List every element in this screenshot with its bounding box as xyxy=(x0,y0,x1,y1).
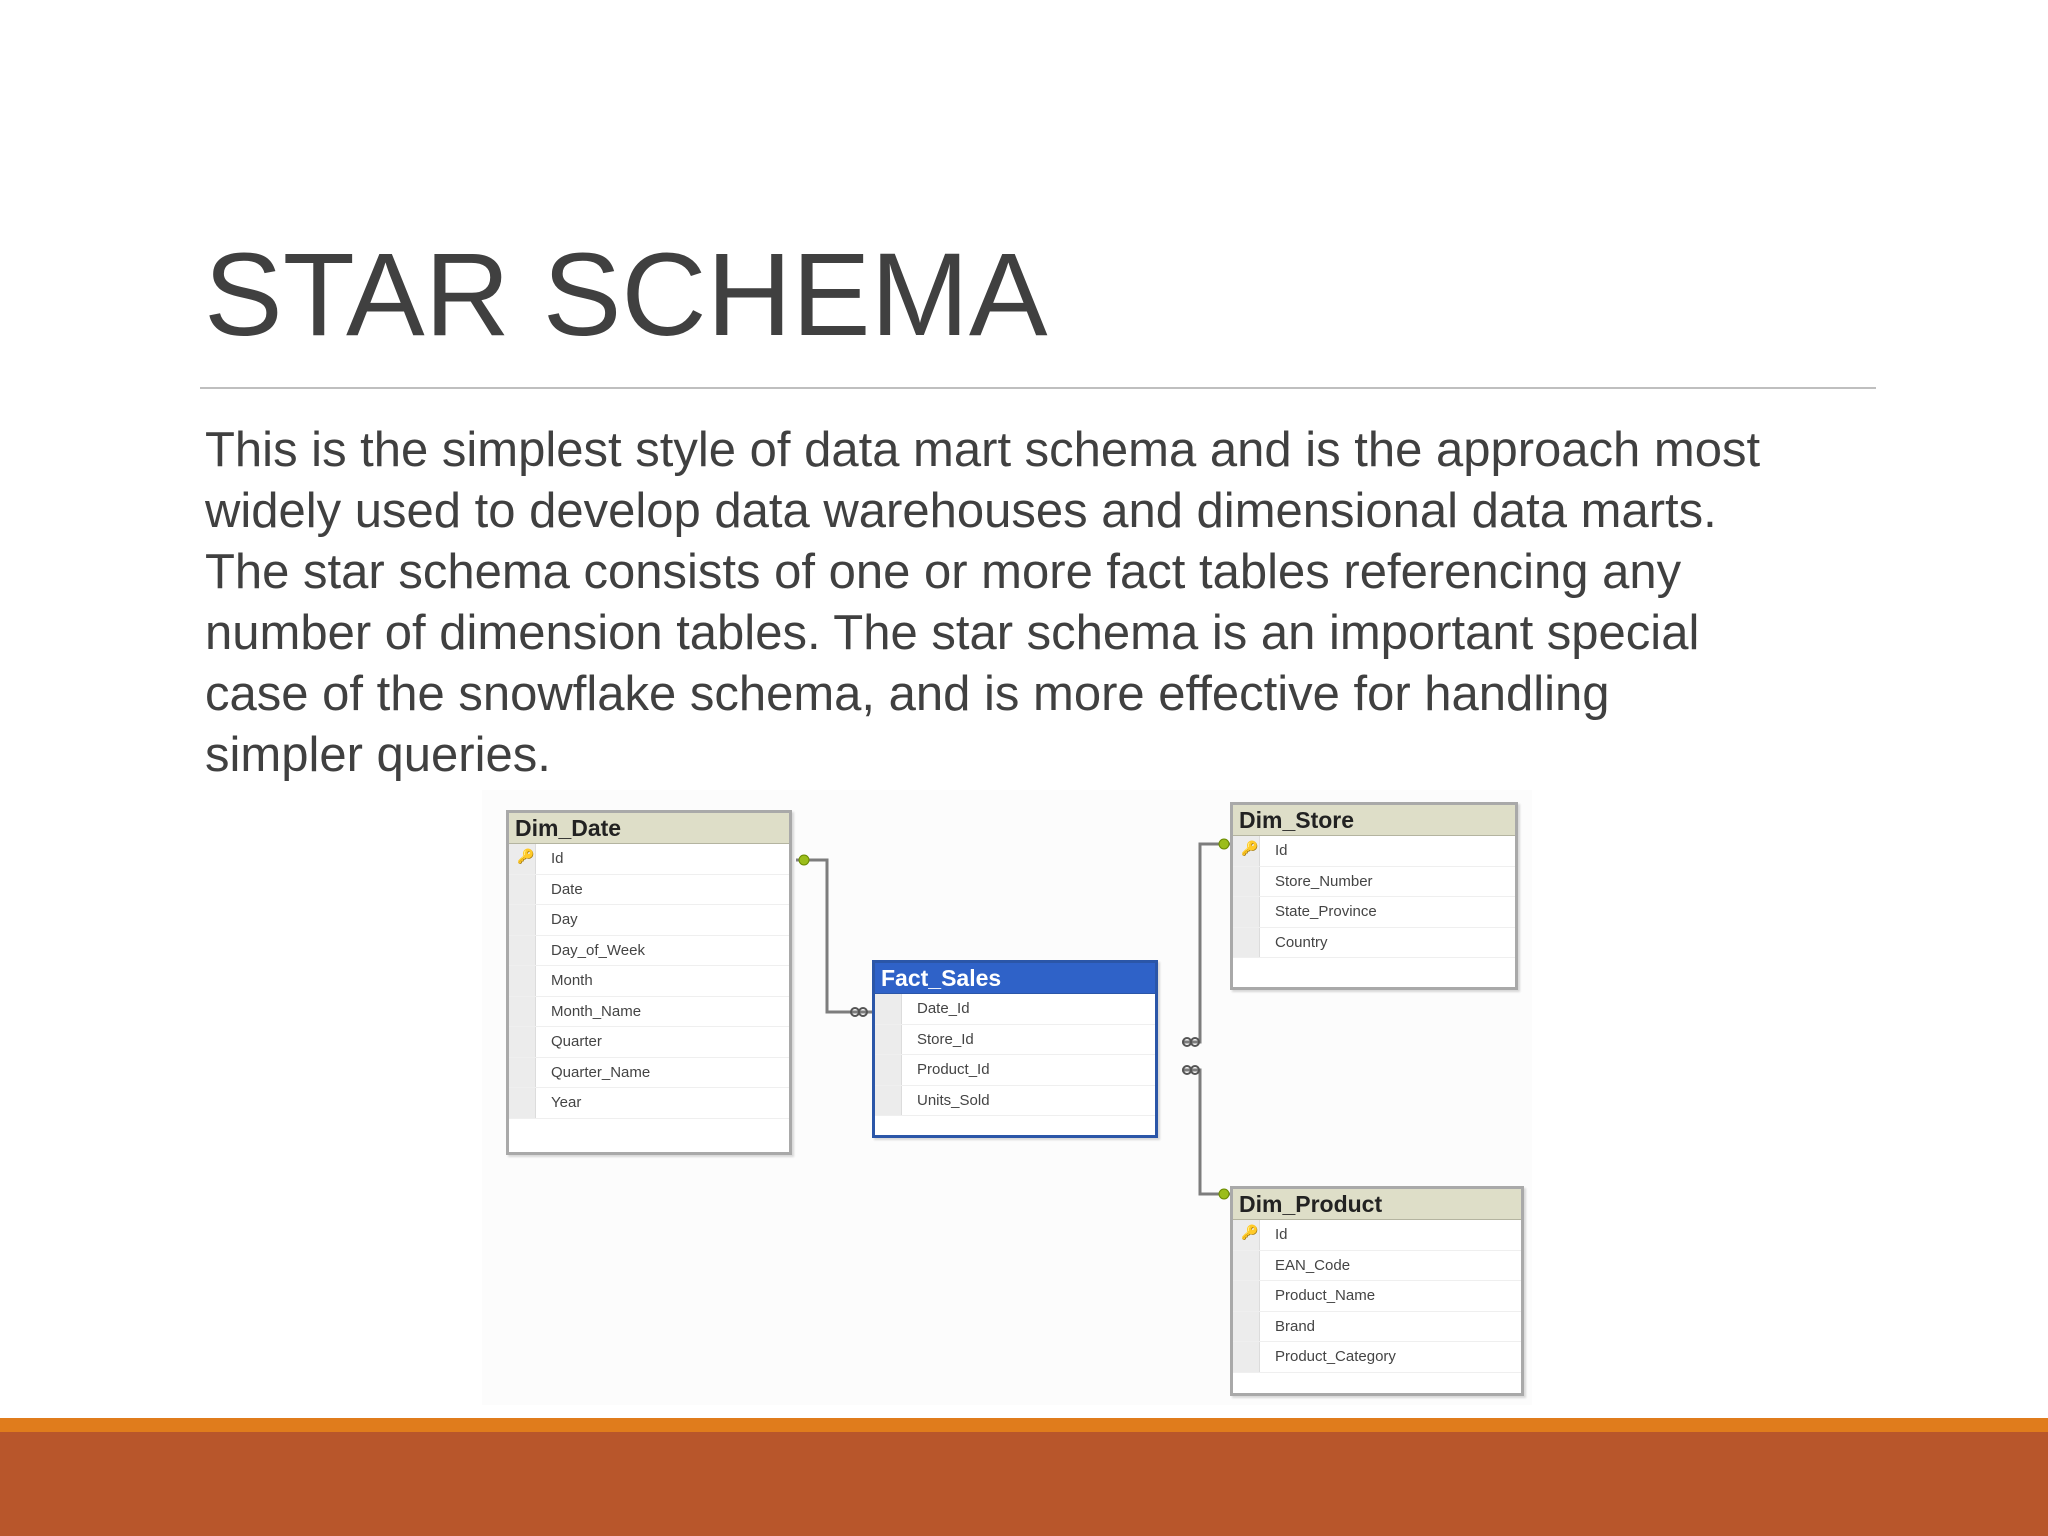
row-selector xyxy=(875,1025,902,1055)
row-selector xyxy=(509,936,536,966)
row-selector xyxy=(1233,928,1260,958)
slide-title: STAR SCHEMA xyxy=(204,229,1048,361)
body-line: The star schema consists of one or more fact tables referencing any xyxy=(205,545,1682,599)
table-row xyxy=(509,1088,789,1119)
column-name: Quarter_Name xyxy=(551,1063,651,1081)
row-selector xyxy=(509,966,536,996)
body-paragraph xyxy=(205,420,1885,786)
body-line: This is the simplest style of data mart schema and is the approach most xyxy=(205,423,1761,477)
table-fact-sales xyxy=(872,960,1158,1138)
row-selector xyxy=(509,997,536,1027)
column-name: Product_Category xyxy=(1275,1348,1396,1365)
key-end-icon xyxy=(1219,839,1229,849)
body-line: widely used to develop data warehouses and dimensional data marts. xyxy=(205,484,1717,538)
key-end-icon xyxy=(799,855,809,865)
column-name: Brand xyxy=(1275,1317,1316,1335)
column-name: Id xyxy=(1275,842,1288,859)
store-relationship-line xyxy=(1182,844,1232,1042)
table-dim-product xyxy=(1230,1186,1524,1396)
column-name: EAN_Code xyxy=(1275,1256,1351,1274)
row-selector xyxy=(509,1058,536,1088)
table-row xyxy=(509,844,789,875)
row-selector xyxy=(509,1088,536,1118)
table-row xyxy=(1233,867,1515,898)
table-header: Fact_Sales xyxy=(875,963,1155,994)
column-name: Month_Name xyxy=(551,1002,642,1020)
table-row xyxy=(509,875,789,906)
body-line: simpler queries. xyxy=(205,728,551,782)
table-dim-date xyxy=(506,810,792,1155)
table-row xyxy=(509,1027,789,1058)
table-header: Dim_Product xyxy=(1233,1189,1521,1220)
row-selector xyxy=(509,1027,536,1057)
table-row xyxy=(875,1055,1155,1086)
column-name: Year xyxy=(551,1094,582,1111)
column-name: Month xyxy=(551,972,593,989)
table-row xyxy=(1233,1312,1521,1343)
column-name: Date_Id xyxy=(917,1000,970,1017)
column-name: Store_Id xyxy=(917,1030,974,1048)
column-name: Id xyxy=(551,850,564,867)
table-row xyxy=(509,905,789,936)
date-relationship-line xyxy=(796,860,872,1012)
column-name: Store_Number xyxy=(1275,872,1373,890)
primary-key-icon: 🔑 xyxy=(517,848,535,864)
column-name: Product_Id xyxy=(917,1061,990,1078)
primary-key-icon: 🔑 xyxy=(1241,1224,1259,1240)
table-row xyxy=(1233,836,1515,867)
row-selector xyxy=(509,875,536,905)
body-line: number of dimension tables. The star schema is an important special xyxy=(205,606,1700,660)
footer-accent-stripe xyxy=(0,1418,2048,1432)
column-name: Product_Name xyxy=(1275,1287,1376,1304)
row-selector xyxy=(509,905,536,935)
table-row xyxy=(509,997,789,1028)
column-name: Id xyxy=(1275,1226,1288,1243)
table-row xyxy=(1233,897,1515,928)
table-row xyxy=(1233,1342,1521,1373)
row-selector xyxy=(875,994,902,1024)
table-row xyxy=(509,1058,789,1089)
row-selector xyxy=(1233,867,1260,897)
table-row xyxy=(1233,928,1515,959)
column-name: Day_of_Week xyxy=(551,941,645,959)
column-name: Day xyxy=(551,911,578,928)
table-dim-store xyxy=(1230,802,1518,990)
row-selector xyxy=(875,1086,902,1116)
primary-key-icon: 🔑 xyxy=(1241,840,1259,856)
table-row xyxy=(875,1086,1155,1117)
table-row xyxy=(875,994,1155,1025)
row-selector xyxy=(1233,897,1260,927)
column-name: State_Province xyxy=(1275,903,1377,920)
table-header: Dim_Date xyxy=(509,813,789,844)
product-relationship-line xyxy=(1182,1070,1232,1194)
table-row xyxy=(1233,1281,1521,1312)
table-row xyxy=(509,936,789,967)
star-schema-diagram xyxy=(482,790,1532,1405)
body-line: case of the snowflake schema, and is more effective for handling xyxy=(205,667,1610,721)
table-row xyxy=(1233,1220,1521,1251)
title-divider xyxy=(200,387,1876,389)
row-selector xyxy=(875,1055,902,1085)
column-name: Country xyxy=(1275,933,1328,951)
column-name: Quarter xyxy=(551,1033,602,1050)
table-header: Dim_Store xyxy=(1233,805,1515,836)
column-name: Units_Sold xyxy=(917,1091,990,1109)
table-row xyxy=(1233,1251,1521,1282)
key-end-icon xyxy=(1219,1189,1229,1199)
row-selector xyxy=(1233,1281,1260,1311)
table-row xyxy=(509,966,789,997)
row-selector xyxy=(1233,1342,1260,1372)
footer-band xyxy=(0,1432,2048,1536)
table-row xyxy=(875,1025,1155,1056)
row-selector xyxy=(1233,1251,1260,1281)
row-selector xyxy=(1233,1312,1260,1342)
column-name: Date xyxy=(551,880,583,898)
